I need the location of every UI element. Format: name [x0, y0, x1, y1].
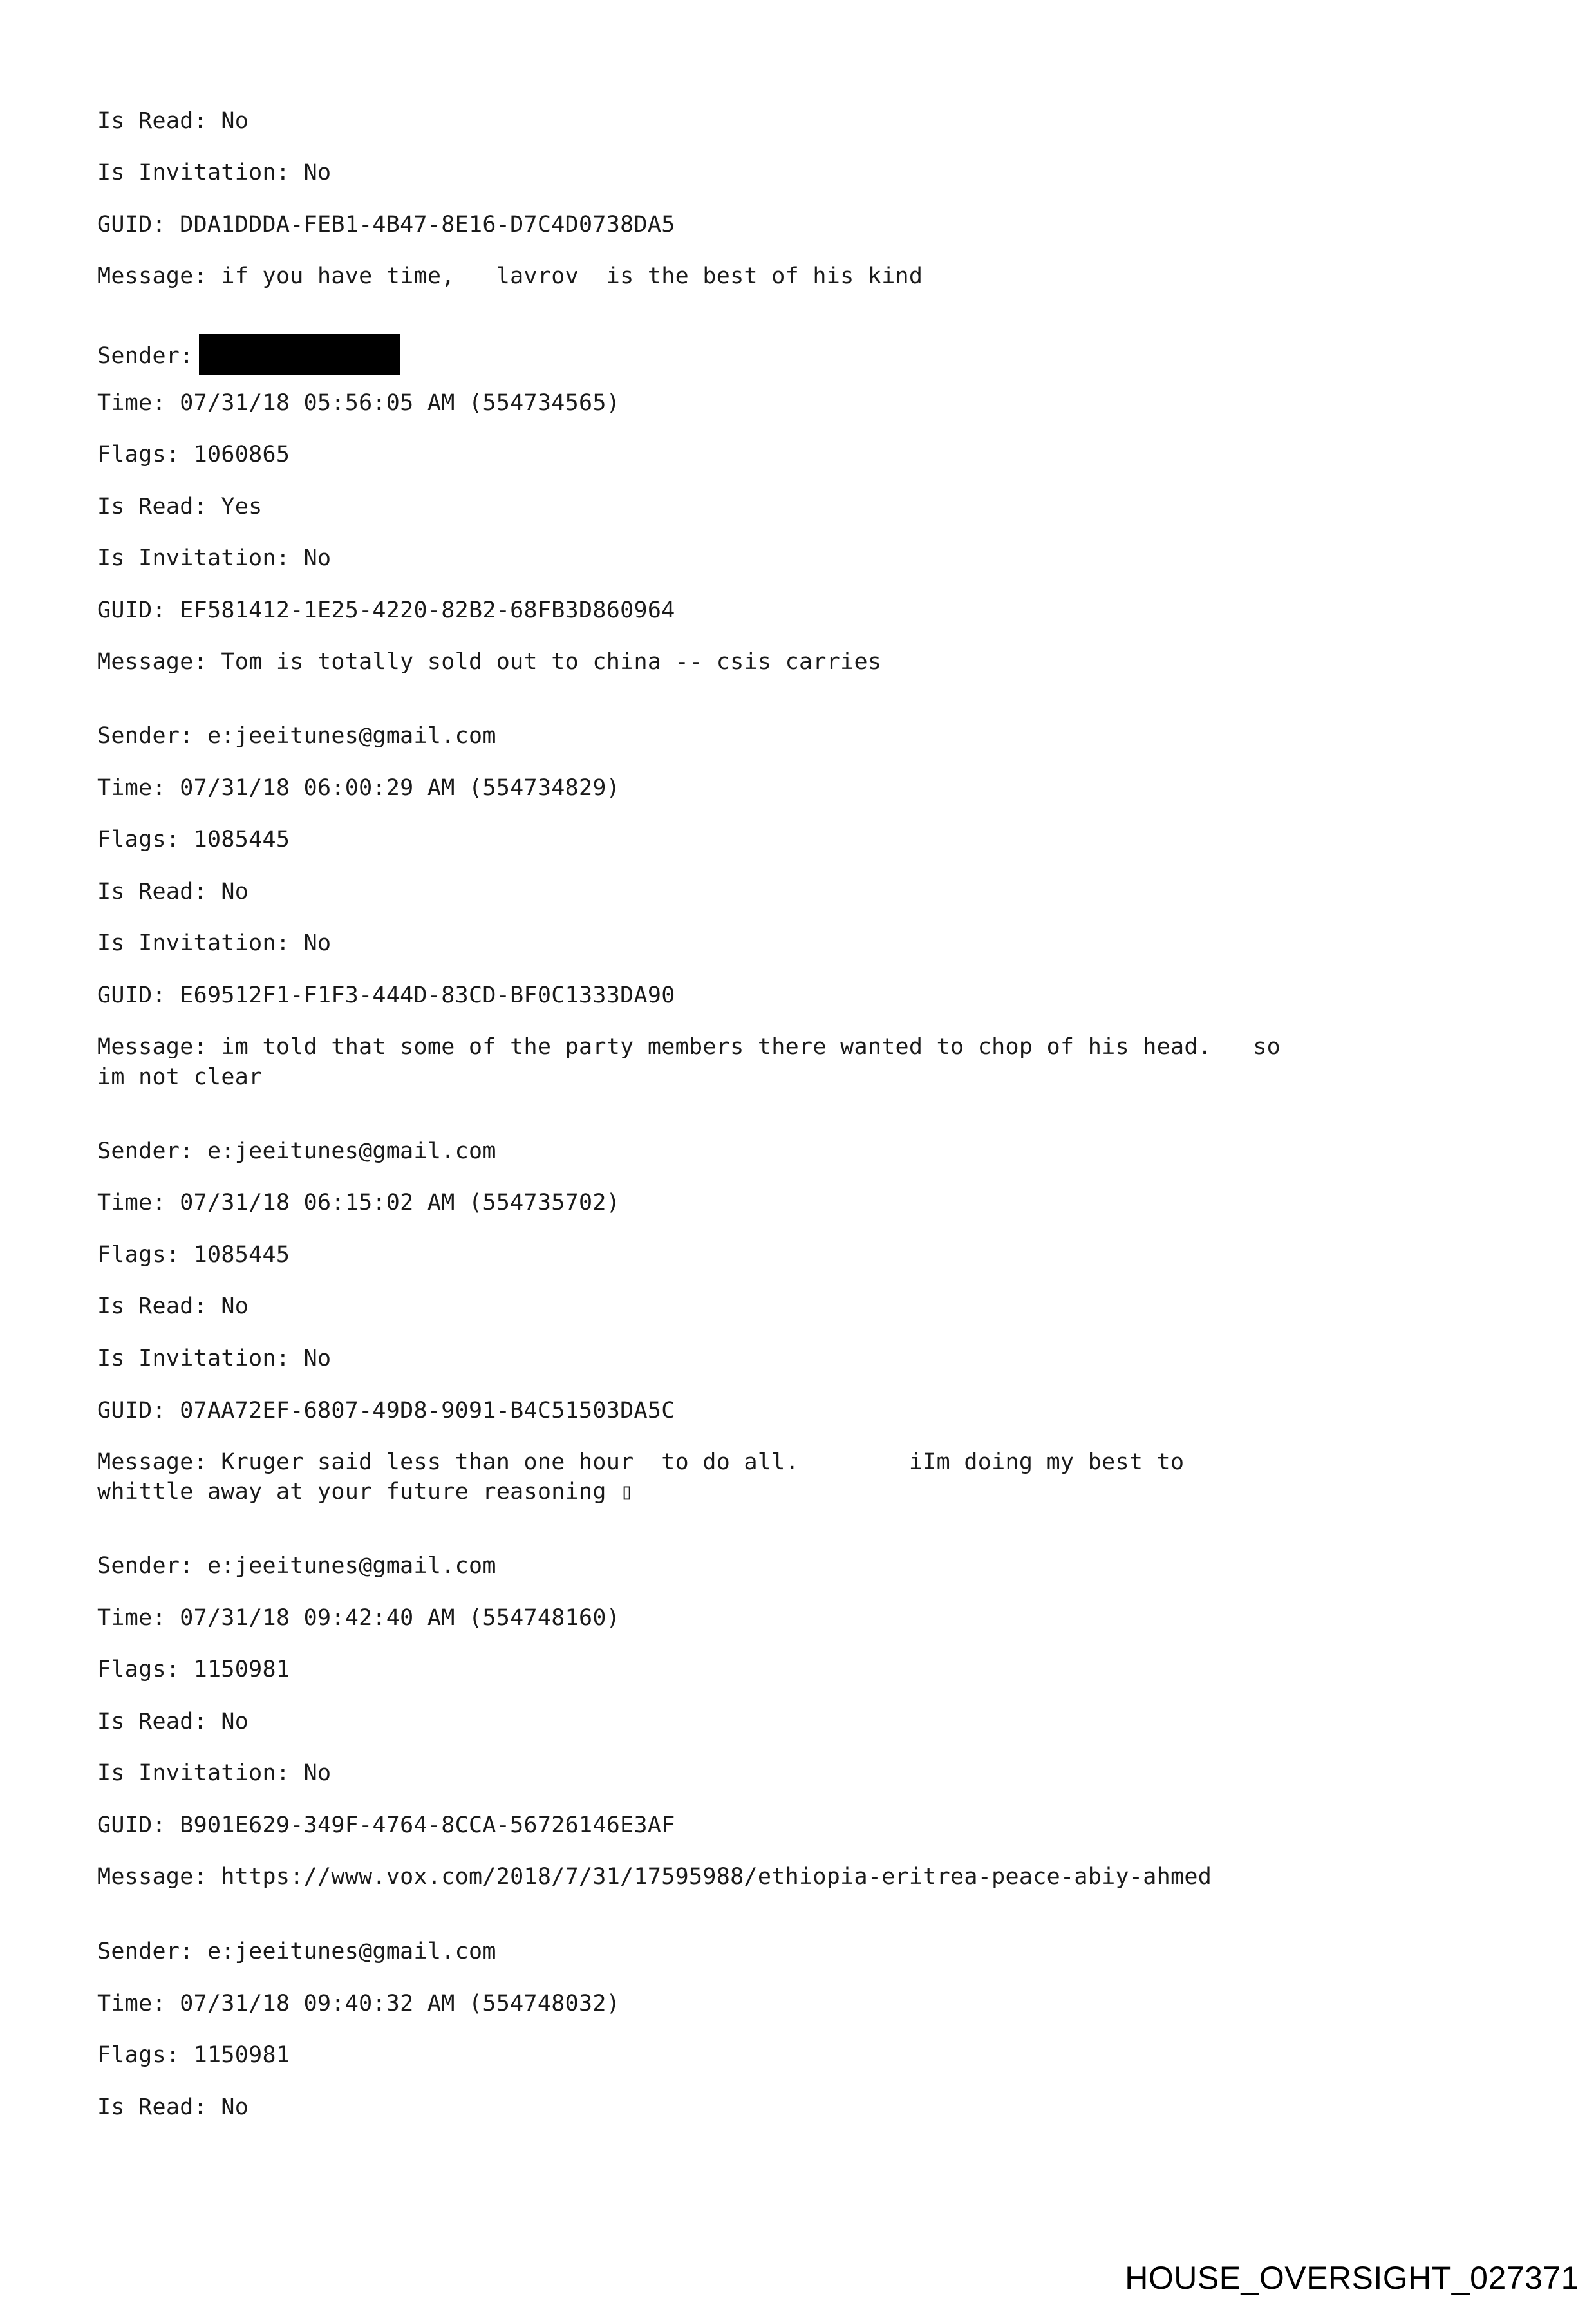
time-line: Time: 07/31/18 09:42:40 AM (554748160): [97, 1605, 621, 1631]
flags-line: Flags: 1150981: [97, 1657, 290, 1682]
is-invitation-line: Is Invitation: No: [97, 160, 332, 185]
time-line: Time: 07/31/18 09:40:32 AM (554748032): [97, 1991, 621, 2016]
flags-line: Flags: 1085445: [97, 827, 290, 852]
is-read-line: Is Read: No: [97, 1293, 249, 1319]
is-invitation-line: Is Invitation: No: [97, 930, 332, 956]
is-invitation-line: Is Invitation: No: [97, 1760, 332, 1786]
message-continuation-line: im not clear: [97, 1064, 263, 1090]
sender-line: Sender: e:jeeitunes@gmail.com: [97, 1939, 496, 1964]
bates-number: HOUSE_OVERSIGHT_027371: [1125, 2260, 1579, 2296]
message-line: Message: https://www.vox.com/2018/7/31/17595988/ethiopia-eritrea-peace-abiy-ahmed: [97, 1864, 1212, 1890]
sender-line: Sender: e:jeeitunes@gmail.com: [97, 723, 496, 749]
guid-line: GUID: EF581412-1E25-4220-82B2-68FB3D860964: [97, 597, 675, 623]
guid-line: GUID: 07AA72EF-6807-49D8-9091-B4C51503DA5C: [97, 1398, 675, 1424]
message-line: Message: Tom is totally sold out to china -- csis carries: [97, 649, 882, 675]
is-read-line: Is Read: Yes: [97, 494, 263, 520]
is-read-line: Is Read: No: [97, 108, 249, 134]
guid-line: GUID: E69512F1-F1F3-444D-83CD-BF0C1333DA90: [97, 982, 675, 1008]
is-invitation-line: Is Invitation: No: [97, 545, 332, 571]
is-invitation-line: Is Invitation: No: [97, 1346, 332, 1371]
flags-line: Flags: 1060865: [97, 442, 290, 467]
time-line: Time: 07/31/18 05:56:05 AM (554734565): [97, 390, 621, 416]
sender-line: Sender: e:jeeitunes@gmail.com: [97, 1553, 496, 1579]
redaction-box: [199, 334, 400, 375]
sender-line-redacted: [97, 336, 400, 377]
is-read-line: Is Read: No: [97, 879, 249, 905]
message-continuation-line: whittle away at your future reasoning ▯: [97, 1479, 634, 1505]
flags-line: Flags: 1150981: [97, 2042, 290, 2068]
message-line: Message: im told that some of the party members there wanted to chop of his head. so: [97, 1034, 1281, 1060]
sender-line: Sender: e:jeeitunes@gmail.com: [97, 1138, 496, 1164]
time-line: Time: 07/31/18 06:00:29 AM (554734829): [97, 775, 621, 801]
message-line: Message: Kruger said less than one hour to do all. iIm doing my best to: [97, 1449, 1185, 1475]
flags-line: Flags: 1085445: [97, 1242, 290, 1268]
guid-line: GUID: B901E629-349F-4764-8CCA-56726146E3AF: [97, 1812, 675, 1838]
message-line: Message: if you have time, lavrov is the best of his kind: [97, 263, 923, 289]
time-line: Time: 07/31/18 06:15:02 AM (554735702): [97, 1190, 621, 1216]
sender-label: Sender:: [97, 343, 194, 369]
is-read-line: Is Read: No: [97, 1709, 249, 1734]
is-read-line: Is Read: No: [97, 2094, 249, 2120]
guid-line: GUID: DDA1DDDA-FEB1-4B47-8E16-D7C4D0738DA5: [97, 212, 675, 238]
